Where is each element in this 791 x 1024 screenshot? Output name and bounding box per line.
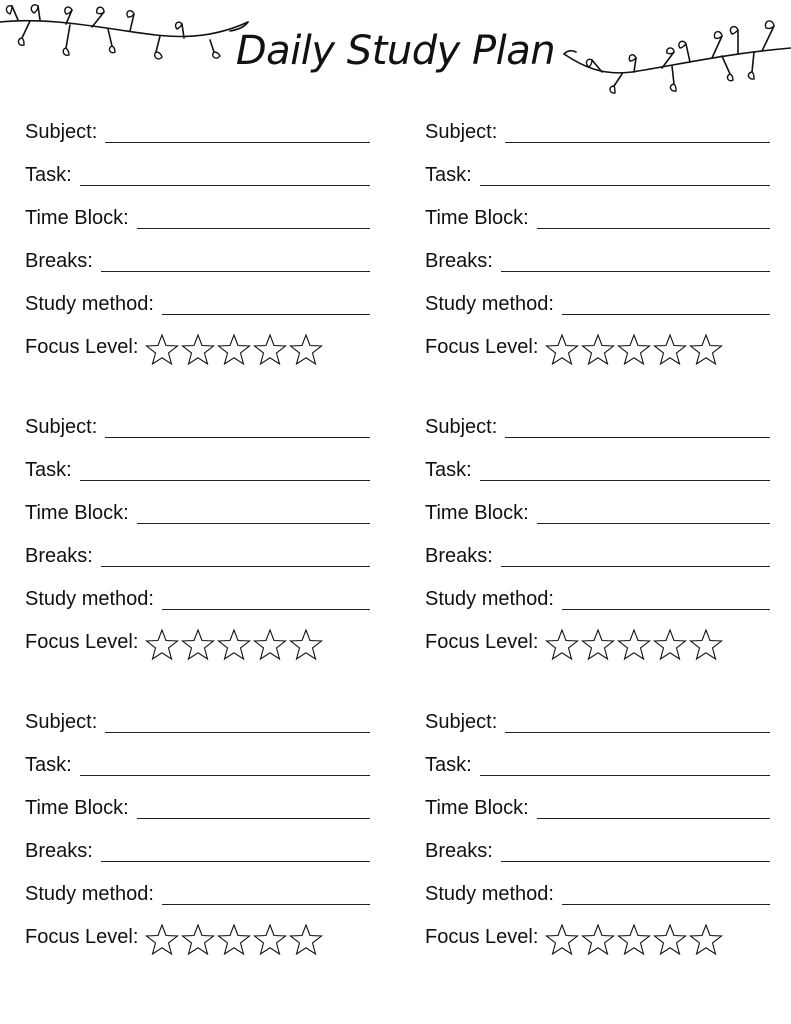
time-block-row: [25, 201, 370, 231]
study-method-row: [25, 287, 370, 317]
task-row: [25, 453, 370, 483]
breaks-row: [425, 834, 770, 864]
time-block-field[interactable]: [137, 796, 370, 819]
task-field[interactable]: [80, 163, 370, 186]
star-outline-icon[interactable]: [688, 332, 724, 366]
task-label: Task:: [25, 754, 72, 776]
star-outline-icon[interactable]: [652, 922, 688, 956]
star-outline-icon[interactable]: [616, 332, 652, 366]
page-title: Daily Study Plan: [235, 28, 556, 74]
study-method-row: [425, 582, 770, 612]
star-outline-icon[interactable]: [252, 627, 288, 661]
subject-field[interactable]: [505, 710, 770, 733]
star-outline-icon[interactable]: [544, 922, 580, 956]
study-method-row: [425, 287, 770, 317]
star-outline-icon[interactable]: [580, 922, 616, 956]
focus-level-row: [25, 625, 370, 655]
time-block-field[interactable]: [137, 206, 370, 229]
subject-label: Subject:: [425, 711, 498, 733]
focus-level-row: [25, 330, 370, 360]
breaks-field[interactable]: [501, 839, 770, 862]
star-outline-icon[interactable]: [288, 627, 324, 661]
star-outline-icon[interactable]: [616, 922, 652, 956]
breaks-row: [425, 244, 770, 274]
subject-row: [425, 115, 770, 145]
focus-level-row: [425, 330, 770, 360]
focus-level-label: Focus Level:: [25, 631, 139, 653]
subject-label: Subject:: [25, 416, 98, 438]
breaks-label: Breaks:: [25, 545, 93, 567]
focus-level-label: Focus Level:: [25, 336, 139, 358]
star-outline-icon[interactable]: [180, 922, 216, 956]
time-block-label: Time Block:: [425, 502, 529, 524]
subject-label: Subject:: [425, 416, 498, 438]
subject-field[interactable]: [105, 120, 370, 143]
task-label: Task:: [25, 459, 72, 481]
star-outline-icon[interactable]: [544, 332, 580, 366]
star-outline-icon[interactable]: [144, 332, 180, 366]
subject-field[interactable]: [505, 415, 770, 438]
breaks-label: Breaks:: [25, 250, 93, 272]
subject-field[interactable]: [505, 120, 770, 143]
task-label: Task:: [25, 164, 72, 186]
subject-row: [425, 410, 770, 440]
time-block-field[interactable]: [537, 206, 770, 229]
time-block-label: Time Block:: [425, 207, 529, 229]
study-method-row: [425, 877, 770, 907]
task-row: [425, 453, 770, 483]
focus-level-label: Focus Level:: [425, 926, 539, 948]
focus-rating[interactable]: [144, 922, 324, 956]
breaks-label: Breaks:: [425, 840, 493, 862]
breaks-label: Breaks:: [425, 545, 493, 567]
star-outline-icon[interactable]: [216, 332, 252, 366]
breaks-field[interactable]: [101, 544, 370, 567]
breaks-row: [425, 539, 770, 569]
star-outline-icon[interactable]: [216, 922, 252, 956]
subject-label: Subject:: [425, 121, 498, 143]
study-method-field[interactable]: [562, 882, 770, 905]
star-outline-icon[interactable]: [252, 922, 288, 956]
time-block-field[interactable]: [137, 501, 370, 524]
task-row: [25, 748, 370, 778]
task-field[interactable]: [480, 753, 770, 776]
task-label: Task:: [425, 164, 472, 186]
star-outline-icon[interactable]: [580, 627, 616, 661]
star-outline-icon[interactable]: [652, 627, 688, 661]
breaks-row: [25, 834, 370, 864]
time-block-row: [25, 791, 370, 821]
star-outline-icon[interactable]: [180, 627, 216, 661]
task-field[interactable]: [80, 753, 370, 776]
focus-level-label: Focus Level:: [425, 631, 539, 653]
star-outline-icon[interactable]: [252, 332, 288, 366]
focus-rating[interactable]: [544, 922, 724, 956]
star-outline-icon[interactable]: [688, 922, 724, 956]
star-outline-icon[interactable]: [544, 627, 580, 661]
task-row: [425, 748, 770, 778]
breaks-label: Breaks:: [25, 840, 93, 862]
focus-rating[interactable]: [544, 332, 724, 366]
time-block-field[interactable]: [537, 501, 770, 524]
breaks-field[interactable]: [101, 839, 370, 862]
time-block-row: [425, 791, 770, 821]
focus-level-label: Focus Level:: [425, 336, 539, 358]
study-method-label: Study method:: [25, 293, 154, 315]
subject-label: Subject:: [25, 121, 98, 143]
star-outline-icon[interactable]: [616, 627, 652, 661]
time-block-label: Time Block:: [25, 502, 129, 524]
focus-rating[interactable]: [544, 627, 724, 661]
task-field[interactable]: [480, 163, 770, 186]
subject-row: [25, 705, 370, 735]
star-outline-icon[interactable]: [580, 332, 616, 366]
task-row: [425, 158, 770, 188]
time-block-row: [25, 496, 370, 526]
time-block-label: Time Block:: [425, 797, 529, 819]
study-method-label: Study method:: [25, 883, 154, 905]
star-outline-icon[interactable]: [652, 332, 688, 366]
study-method-field[interactable]: [162, 292, 370, 315]
breaks-label: Breaks:: [425, 250, 493, 272]
breaks-field[interactable]: [101, 249, 370, 272]
subject-label: Subject:: [25, 711, 98, 733]
star-outline-icon[interactable]: [216, 627, 252, 661]
study-method-label: Study method:: [425, 883, 554, 905]
time-block-field[interactable]: [537, 796, 770, 819]
focus-level-row: [25, 920, 370, 950]
time-block-row: [425, 496, 770, 526]
time-block-label: Time Block:: [25, 207, 129, 229]
task-field[interactable]: [80, 458, 370, 481]
star-outline-icon[interactable]: [144, 922, 180, 956]
star-outline-icon[interactable]: [180, 332, 216, 366]
study-method-row: [25, 582, 370, 612]
focus-rating[interactable]: [144, 627, 324, 661]
task-row: [25, 158, 370, 188]
task-label: Task:: [425, 754, 472, 776]
star-outline-icon[interactable]: [288, 332, 324, 366]
star-outline-icon[interactable]: [144, 627, 180, 661]
star-outline-icon[interactable]: [288, 922, 324, 956]
focus-level-label: Focus Level:: [25, 926, 139, 948]
star-outline-icon[interactable]: [688, 627, 724, 661]
time-block-row: [425, 201, 770, 231]
study-method-field[interactable]: [162, 587, 370, 610]
study-method-field[interactable]: [562, 587, 770, 610]
subject-row: [25, 115, 370, 145]
study-method-label: Study method:: [25, 588, 154, 610]
task-field[interactable]: [480, 458, 770, 481]
focus-level-row: [425, 625, 770, 655]
study-method-row: [25, 877, 370, 907]
breaks-row: [25, 244, 370, 274]
breaks-field[interactable]: [501, 249, 770, 272]
subject-field[interactable]: [105, 710, 370, 733]
focus-level-row: [425, 920, 770, 950]
focus-rating[interactable]: [144, 332, 324, 366]
task-label: Task:: [425, 459, 472, 481]
subject-row: [425, 705, 770, 735]
subject-row: [25, 410, 370, 440]
study-method-label: Study method:: [425, 588, 554, 610]
subject-field[interactable]: [105, 415, 370, 438]
study-method-field[interactable]: [562, 292, 770, 315]
time-block-label: Time Block:: [25, 797, 129, 819]
breaks-field[interactable]: [501, 544, 770, 567]
study-method-field[interactable]: [162, 882, 370, 905]
breaks-row: [25, 539, 370, 569]
study-method-label: Study method:: [425, 293, 554, 315]
